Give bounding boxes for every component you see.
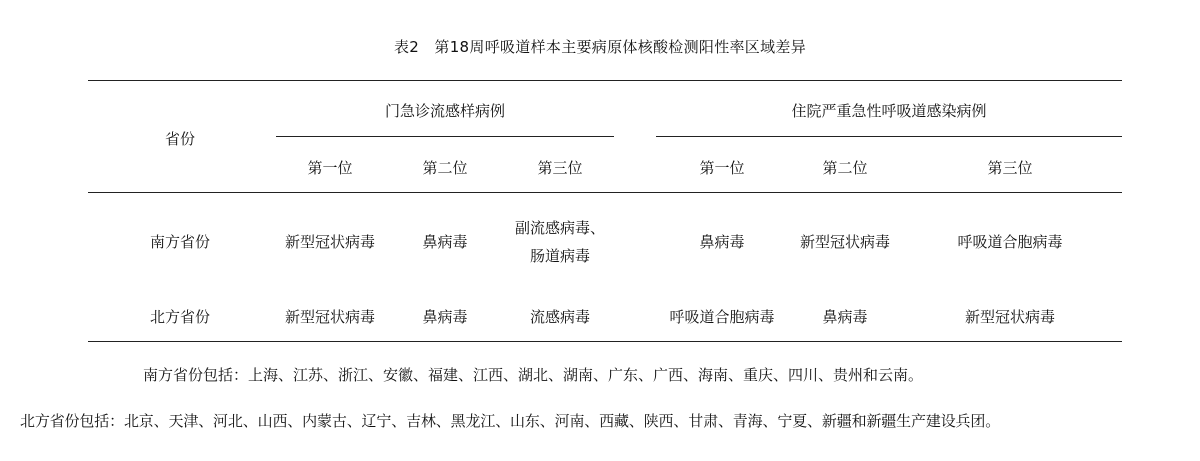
- inpatient-group-rule: [656, 136, 1122, 137]
- row-region-south: 南方省份: [149, 233, 210, 251]
- south-inpatient-rank2: 新型冠状病毒: [799, 233, 890, 251]
- south-outpatient-rank1: 新型冠状病毒: [284, 233, 375, 251]
- south-inpatient-rank3: 呼吸道合胞病毒: [957, 233, 1063, 251]
- header-outpatient-rank1: 第一位: [307, 159, 353, 177]
- row-region-north: 北方省份: [149, 308, 210, 326]
- north-outpatient-rank3: 流感病毒: [529, 308, 590, 326]
- header-inpatient-rank3: 第三位: [987, 159, 1033, 177]
- north-inpatient-rank1: 呼吸道合胞病毒: [669, 308, 775, 326]
- note-north: 北方省份包括：北京、天津、河北、山西、内蒙古、辽宁、吉林、黑龙江、山东、河南、西藏、陕西、甘肃、青海、宁夏、新疆和新疆生产建设兵团。: [20, 412, 1001, 430]
- south-outpatient-rank3-line2: 肠道病毒: [529, 247, 590, 265]
- south-outpatient-rank3-line1: 副流感病毒、: [514, 219, 605, 237]
- north-inpatient-rank3: 新型冠状病毒: [964, 308, 1055, 326]
- table-caption: 表2 第18周呼吸道样本主要病原体核酸检测阳性率区域差异: [393, 38, 807, 56]
- header-inpatient-rank1: 第一位: [699, 159, 745, 177]
- north-inpatient-rank2: 鼻病毒: [822, 308, 868, 326]
- header-outpatient-rank2: 第二位: [422, 159, 468, 177]
- south-outpatient-rank2: 鼻病毒: [422, 233, 468, 251]
- header-bottom-rule: [88, 192, 1122, 193]
- outpatient-group-rule: [276, 136, 614, 137]
- header-outpatient-rank3: 第三位: [537, 159, 583, 177]
- note-south: 南方省份包括：上海、江苏、浙江、安徽、福建、江西、湖北、湖南、广东、广西、海南、重庆、四川、贵州和云南。: [143, 366, 924, 384]
- north-outpatient-rank1: 新型冠状病毒: [284, 308, 375, 326]
- header-inpatient-rank2: 第二位: [822, 159, 868, 177]
- header-group-outpatient: 门急诊流感样病例: [384, 102, 505, 120]
- north-outpatient-rank2: 鼻病毒: [422, 308, 468, 326]
- table-bottom-rule: [88, 341, 1122, 342]
- table-top-rule: [88, 80, 1122, 81]
- south-outpatient-rank3: [490, 214, 630, 270]
- header-group-inpatient: 住院严重急性呼吸道感染病例: [791, 102, 987, 120]
- header-province: 省份: [164, 130, 195, 148]
- south-inpatient-rank1: 鼻病毒: [699, 233, 745, 251]
